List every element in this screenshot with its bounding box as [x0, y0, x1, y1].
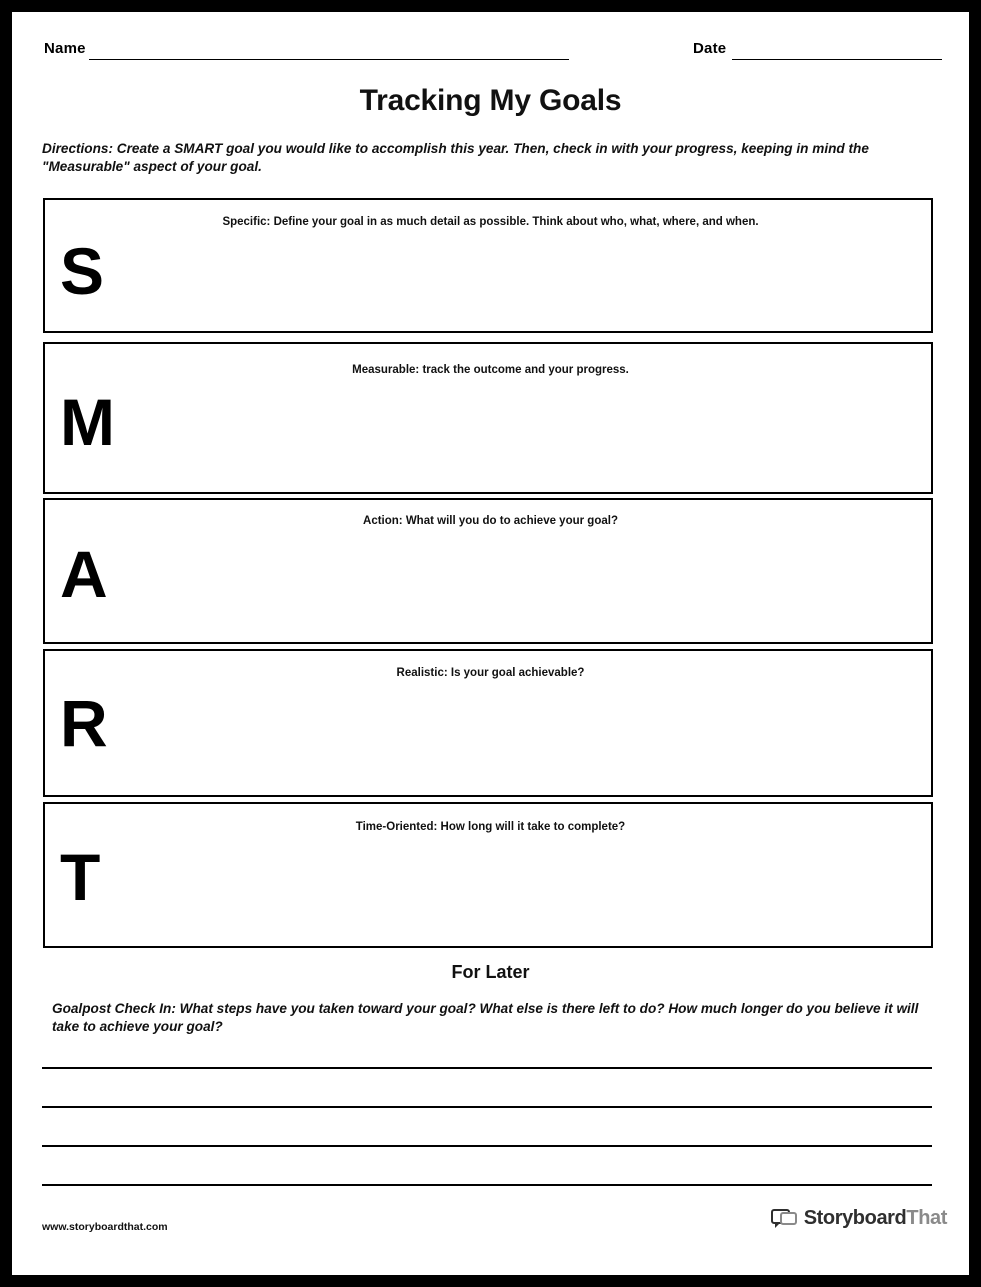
goalpost-checkin-prompt: Goalpost Check In: What steps have you taken toward your goal? What else is there left to do? How much longer do you believe it will take to achieve your goal?	[52, 1001, 919, 1035]
answer-line[interactable]	[42, 1106, 932, 1108]
answer-line[interactable]	[42, 1184, 932, 1186]
answer-line[interactable]	[42, 1067, 932, 1069]
brand-text-primary: Storyboard	[803, 1207, 907, 1229]
worksheet-page	[12, 12, 969, 1275]
smart-prompt-action: Action: What will you do to achieve your goal?	[363, 515, 618, 527]
directions-text: Directions: Create a SMART goal you would like to accomplish this year. Then, check in with your progress, keeping in mind the "Measurable" aspect of your goal.	[42, 141, 869, 175]
smart-prompt-measurable: Measurable: track the outcome and your progress.	[352, 364, 629, 376]
brand-text-secondary: That	[906, 1207, 947, 1229]
smart-prompt-realistic: Realistic: Is your goal achievable?	[396, 667, 585, 679]
brand-logo	[771, 1207, 947, 1230]
for-later-heading: For Later	[451, 962, 530, 982]
speech-bubble-icon	[771, 1209, 797, 1229]
smart-letter-m: M	[60, 385, 115, 459]
header-row	[12, 34, 969, 68]
smart-letter-s: S	[60, 234, 105, 308]
smart-prompt-specific: Specific: Define your goal in as much detail as possible. Think about who, what, where, and when.	[222, 216, 759, 228]
answer-line[interactable]	[42, 1145, 932, 1147]
date-label: Date	[693, 40, 727, 57]
date-input-line[interactable]	[732, 59, 942, 60]
smart-letter-r: R	[60, 686, 108, 760]
name-input-line[interactable]	[89, 59, 569, 60]
smart-prompt-time-oriented: Time-Oriented: How long will it take to complete?	[355, 821, 626, 833]
page-title: Tracking My Goals	[359, 84, 622, 117]
name-label: Name	[44, 40, 86, 57]
smart-letter-t: T	[60, 840, 101, 914]
footer-url[interactable]: www.storyboardthat.com	[42, 1221, 168, 1233]
smart-letter-a: A	[60, 537, 108, 611]
brand-text	[804, 1207, 947, 1230]
